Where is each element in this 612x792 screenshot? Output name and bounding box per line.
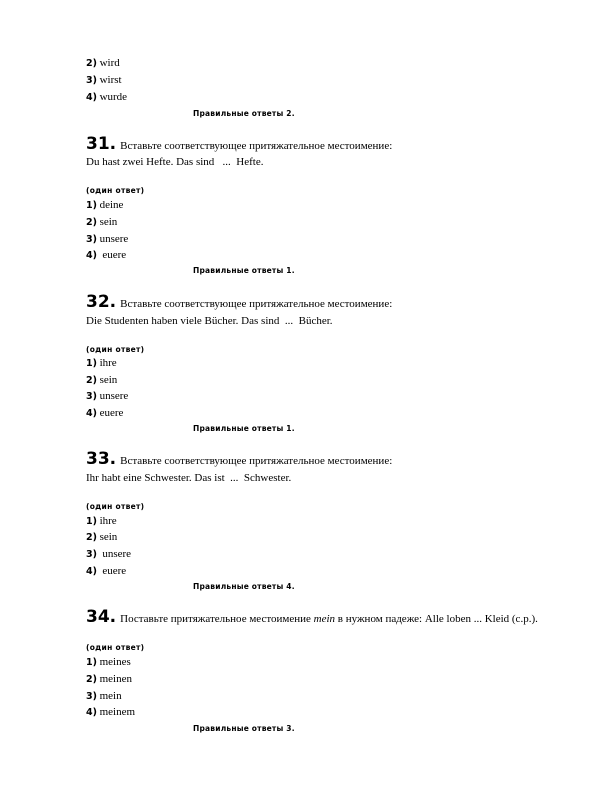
option-2: 2) sein <box>86 374 118 386</box>
option-2: 2) sein <box>86 216 118 228</box>
option-2: 2) wird <box>86 57 120 69</box>
correct-answer: Правильные ответы 1. <box>193 424 295 433</box>
question-number: 34. <box>86 607 117 627</box>
question-34-heading <box>86 607 538 629</box>
option-3: 3) unsere <box>86 233 129 245</box>
answer-type-note: (один ответ) <box>86 186 145 195</box>
option-3: 3) mein <box>86 690 122 702</box>
question-prompt: Вставьте соответствующее притяжательное местоимение: <box>120 455 393 467</box>
option-1: 1) ihre <box>86 515 117 527</box>
correct-answer: Правильные ответы 4. <box>193 582 295 591</box>
option-4: 4) euere <box>86 407 124 419</box>
question-33-heading <box>86 449 392 471</box>
question-number: 32. <box>86 292 117 312</box>
correct-answer: Правильные ответы 2. <box>193 109 295 118</box>
option-4: 4) euere <box>86 249 127 261</box>
option-2: 2) meinen <box>86 673 132 685</box>
correct-answer: Правильные ответы 1. <box>193 266 295 275</box>
correct-answer: Правильные ответы 3. <box>193 724 295 733</box>
option-1: 1) deine <box>86 199 124 211</box>
option-1: 1) ihre <box>86 357 117 369</box>
question-32-heading <box>86 292 392 314</box>
option-4: 4) meinem <box>86 706 136 718</box>
option-4: 4) euere <box>86 565 127 577</box>
question-number: 33. <box>86 449 117 469</box>
question-sentence: Ihr habt eine Schwester. Das ist ... Schwester. <box>86 472 292 484</box>
question-prompt: Вставьте соответствующее притяжательное местоимение: <box>120 140 393 152</box>
question-prompt: Поставьте притяжательное местоимение mein в нужном падеже: Alle loben ... Kleid (c.p.). <box>120 613 538 625</box>
question-number: 31. <box>86 134 117 154</box>
question-31-heading <box>86 134 392 156</box>
option-3: 3) unsere <box>86 548 132 560</box>
option-3: 3) unsere <box>86 390 129 402</box>
answer-type-note: (один ответ) <box>86 502 145 511</box>
option-4: 4) wurde <box>86 91 128 103</box>
option-3: 3) wirst <box>86 74 122 86</box>
question-prompt: Вставьте соответствующее притяжательное местоимение: <box>120 298 393 310</box>
question-sentence: Die Studenten haben viele Bücher. Das sind ... Bücher. <box>86 315 333 327</box>
option-2: 2) sein <box>86 531 118 543</box>
question-sentence: Du hast zwei Hefte. Das sind ... Hefte. <box>86 156 264 168</box>
answer-type-note: (один ответ) <box>86 345 145 354</box>
option-1: 1) meines <box>86 656 131 668</box>
answer-type-note: (один ответ) <box>86 643 145 652</box>
